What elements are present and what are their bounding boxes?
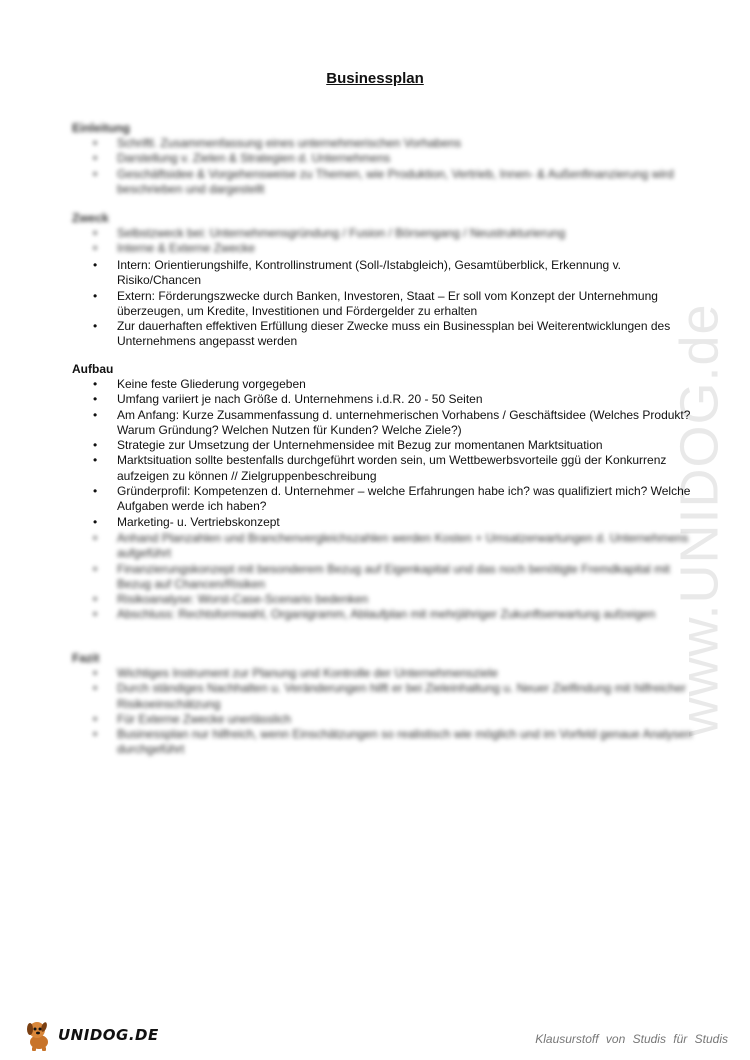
document-title: Businessplan	[326, 70, 424, 87]
footer-slogan: Klausurstoff von Studis für Studis	[535, 1032, 728, 1046]
section-aufbau-blurred	[72, 531, 692, 623]
list-item: • Finanzierungskonzept mit besonderem Bezug auf Eigenkapital und das noch benötigte Fremdkapital mit Bezug auf Chancen/Risiken	[72, 562, 692, 593]
section-heading: Aufbau	[72, 362, 114, 376]
list-item: • Keine feste Gliederung vorgegeben	[72, 377, 692, 392]
bullet-list	[72, 531, 692, 623]
section-heading: Zweck	[72, 211, 109, 225]
list-item: • Geschäftsidee & Vorgehensweise zu Themen, wie Produktion, Vertrieb, Innen- & Außenfinanzierung wird beschrieben und dargestellt	[72, 167, 692, 198]
section-heading: Einleitung	[72, 121, 130, 135]
footer-logo-text: UNIDOG.DE	[58, 1026, 159, 1044]
bullet-list	[72, 666, 692, 758]
section-fazit	[72, 650, 692, 758]
watermark-text: www.UNIDOG.de	[670, 303, 730, 737]
list-item: • Durch ständiges Nachhalten u. Veränderungen hilft er bei Zieleinhaltung u. Neuer Zielfindung mit hilfreicher Risikoeinschätzung	[72, 681, 692, 712]
bullet-list	[72, 377, 692, 530]
list-item: • Businessplan nur hilfreich, wenn Einschätzungen so realistisch wie möglich und im Vorfeld genaue Analysen durchgeführt	[72, 727, 692, 758]
section-einleitung	[72, 120, 692, 197]
list-item: • Für Externe Zwecke unerlässlich	[72, 712, 692, 727]
list-item: • Zur dauerhaften effektiven Erfüllung dieser Zwecke muss ein Businessplan bei Weiterentwicklungen des Unternehmens angepasst werden	[72, 319, 692, 350]
list-item: • Selbstzweck bei: Unternehmensgründung / Fusion / Börsengang / Neustrukturierung	[72, 226, 692, 241]
list-item: • Darstellung v. Zielen & Strategien d. Unternehmens	[72, 151, 692, 166]
bullet-list	[72, 136, 692, 197]
section-zweck	[72, 210, 692, 257]
section-aufbau	[72, 361, 692, 530]
list-item: • Marktsituation sollte bestenfalls durchgeführt worden sein, um Wettbewerbsvorteile ggü der Konkurrenz aufzeigen zu können // Zielgruppenbeschreibung	[72, 453, 692, 484]
list-item: • Am Anfang: Kurze Zusammenfassung d. unternehmerischen Vorhabens / Geschäftsidee (Welches Produkt? Warum Gründung? Welchen Nutzen für Kunden? Welche Ziele?)	[72, 408, 692, 439]
list-item: • Schriftl. Zusammenfassung eines unternehmerischen Vorhabens	[72, 136, 692, 151]
list-item: • Abschluss: Rechtsformwahl, Organigramm, Ablaufplan mit mehrjähriger Zukunftserwartung aufzeigen	[72, 607, 692, 622]
list-item: • Marketing- u. Vertriebskonzept	[72, 515, 692, 530]
section-heading: Fazit	[72, 651, 100, 665]
bullet-list	[72, 226, 692, 257]
section-zweck-readable	[72, 258, 692, 350]
list-item: • Umfang variiert je nach Größe d. Unternehmens i.d.R. 20 - 50 Seiten	[72, 392, 692, 407]
list-item: • Extern: Förderungszwecke durch Banken, Investoren, Staat – Er soll vom Konzept der Unternehmung überzeugen, um Kredite, Investitionen und Fördergelder zu erhalten	[72, 289, 692, 320]
bullet-list	[72, 258, 692, 350]
list-item: • Gründerprofil: Kompetenzen d. Unternehmer – welche Erfahrungen habe ich? was qualifiziert mich? Welche Aufgaben werde ich haben?	[72, 484, 692, 515]
list-item: • Risikoanalyse: Worst-Case-Scenario bedenken	[72, 592, 692, 607]
list-item: • Anhand Planzahlen und Branchenvergleichszahlen werden Kosten + Umsatzerwartungen d. Unternehmens aufgeführt	[72, 531, 692, 562]
list-item: • Wichtiges Instrument zur Planung und Kontrolle der Unternehmensziele	[72, 666, 692, 681]
dog-mascot-icon	[22, 1018, 56, 1052]
footer-logo	[22, 1018, 159, 1052]
list-item: • Strategie zur Umsetzung der Unternehmensidee mit Bezug zur momentanen Marktsituation	[72, 438, 692, 453]
list-item: • Interne & Externe Zwecke	[72, 241, 692, 256]
list-item: • Intern: Orientierungshilfe, Kontrollinstrument (Soll-/Istabgleich), Gesamtüberblick, Erkennung v. Risiko/Chancen	[72, 258, 692, 289]
